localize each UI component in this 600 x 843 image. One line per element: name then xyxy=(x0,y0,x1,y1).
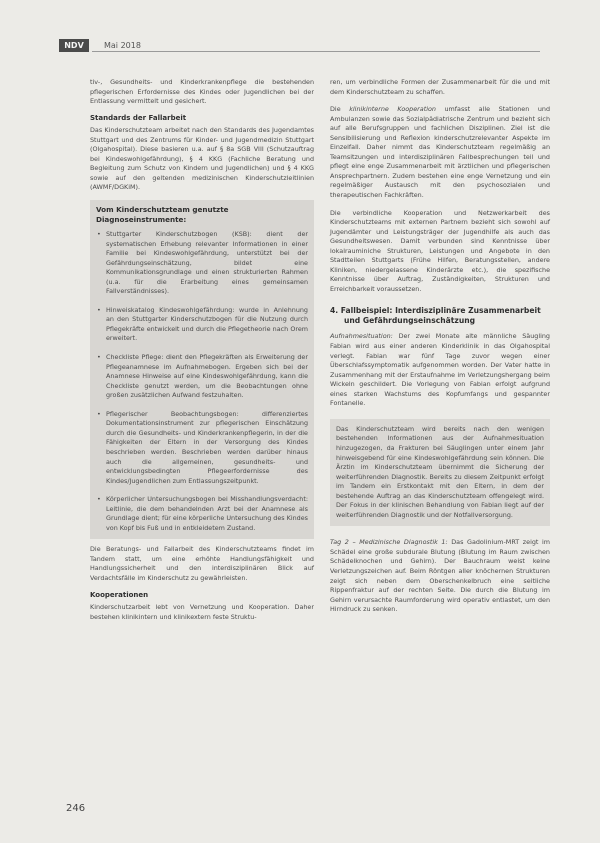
list-item: • Hinweiskatalog Kindeswohlgefährdung: wurde in Anlehnung an den Stuttgarter Kinderschutzbogen für die Nutzung durch Pflegekräfte entwickelt und durch die Pflegetheorie nach Orem erweitert. xyxy=(97,305,308,343)
intro-paragraph: tiv-, Gesundheits- und Kinderkrankenpflege die bestehenden pflegerischen Erfordernisse des Kindes oder Jugendlichen bei der Entlassung vermittelt und gesichert. xyxy=(90,78,314,106)
journal-badge: NDV xyxy=(59,39,89,52)
day2-diagnostics-paragraph: Tag 2 – Medizinische Diagnostik 1: Das Gadolinium-MRT zeigt im Schädel eine große subdurale Blutung (Blutung im Raum zwischen Schädelknochen und Gehirn). Der Bauchraum weist keine Verletzungszeichen auf. Beim Röntgen aller knöchernen Strukturen zeigt sich neben dem Oberschenkelbruch eine seitliche Rippenfraktur auf der rechten Seite. Die durch die Blutung im Gehirn verursachte Raumforderung wird operativ entlastet, um den Hirndruck zu senken. xyxy=(330,538,551,614)
case-section-heading: 4. Fallbeispiel: Interdisziplinäre Zusammenarbeit und Gefährdungseinschätzung xyxy=(330,306,541,326)
bullet-icon: • xyxy=(97,230,101,239)
bullet-icon: • xyxy=(97,409,101,418)
cooperation-heading: Kooperationen xyxy=(90,590,149,599)
internal-cooperation-paragraph: Die klinikinterne Kooperation umfasst alle Stationen und Ambulanzen sowie das Sozialpädiatrische Zentrum und bezieht sich auf alle Berufsgruppen und fachlichen Disziplinen. Ziel ist die Sensibilisierung und Reflexion kinderschutzrelevanter Aspekte im Einzelfall. Daher nimmt das Kinderschutzteam regelmäßig an Teamsitzungen und interdisziplinären Fallbesprechungen teil und pflegt eine enge Zusammenarbeit mit ärztlichen und pflegerischen Ansprechpartnern. Zudem bestehen eine enge Vernetzung und ein regelmäßiger Austausch mit den psychosozialen und therapeutischen Fachkräften. xyxy=(330,105,550,200)
bullet-icon: • xyxy=(97,495,101,504)
cooperation-paragraph: Kinderschutzarbeit lebt von Vernetzung und Kooperation. Daher bestehen klinikintern und klinikextern feste Struktu- xyxy=(90,603,314,621)
right-column xyxy=(330,78,550,615)
bullet-icon: • xyxy=(97,353,101,362)
diagnostic-instruments-box xyxy=(90,200,314,539)
list-item: • Stuttgarter Kinderschutzbogen (KSB): dient der systematischen Erhebung relevanter Informationen in einer Familie bei Kindeswohlgefährdung, unterstützt bei der Gefährdungseinschätzung, bildet eine Kommunikationsgrundlage und einen strukturierten Rahmen (u.a. für die Erarbeitung eines gemeinsamen Fallverständnisses). xyxy=(97,230,308,296)
continuation-paragraph: ren, um verbindliche Formen der Zusammenarbeit für die und mit dem Kinderschutzteam zu schaffen. xyxy=(330,78,550,96)
page-number: 246 xyxy=(66,803,86,814)
tandem-paragraph: Die Beratungs- und Fallarbeit des Kinderschutzteams findet im Tandem statt, um eine erhöhte Handlungsfähigkeit und Handlungssicherheit und den interdisziplinären Blick auf Verdachtsfälle im Kinderschutz zu gewährleisten. xyxy=(90,545,314,582)
instrument-list xyxy=(96,230,308,533)
list-item: • Pflegerischer Beobachtungsbogen: differenziertes Dokumentationsinstrument zur pflegerischen Einschätzung durch die Gesundheits- und Kinderkrankenpflegerin, in der die Fähigkeiten der Eltern in der Versorgung des Kindes beschrieben werden. Beschrieben werden darüber hinaus auch die allgemeinen, gesundheits- und entwicklungsbedingten Pflegeerfordernisse des Kindes/Jugendlichen zum Entlassungszeitpunkt. xyxy=(97,409,308,485)
issue-date: Mai 2018 xyxy=(104,41,141,50)
case-info-box xyxy=(330,419,550,526)
admission-paragraph: Aufnahmesituation: Der zwei Monate alte männliche Säugling Fabian wird aus einer anderen Kinderklinik in das Olgahospital verlegt. Fabian war fünf Tage zuvor wegen einer Überschlafssymptomatik aufgenommen worden. Der Vater hatte in Zusammenhang mit der Erstaufnahme im Verletzungshergang beim Wickeln geschildert. Die Vorlegung von Fabian erfolgt aufgrund eines starken Wachstums des Kopfumfangs und gespannter Fontanelle. xyxy=(330,332,550,408)
box-title: Vom Kinderschutzteam genutzte Diagnoseinstrumente: xyxy=(96,205,229,225)
standards-heading: Standards der Fallarbeit xyxy=(90,113,187,122)
list-item: • Körperlicher Untersuchungsbogen bei Misshandlungsverdacht: Leitlinie, die dem behandelnden Arzt bei der Anamnese als Grundlage dient; für eine körperliche Untersuchung des Kindes von Kopf bis Fuß und in entkleidetem Zustand. xyxy=(97,495,308,532)
header-rule xyxy=(92,51,540,52)
left-column xyxy=(90,78,314,622)
standards-paragraph: Das Kinderschutzteam arbeitet nach den Standards des Jugendamtes Stuttgart und des Zentrums für Kinder- und Jugendmedizin Stuttgart (Olgahospital). Diese basieren u.a. auf § 8a SGB VIII (Schutzauftrag bei Kindeswohlgefährdung), § 4 KKG (Fachliche Beratung und Begleitung zum Schutz von Kindern und Jugendlichen) und § 4 KKG sowie auf den geltenden medizinischen Kinderschutzleitlinien (AWMF/DGKiM). xyxy=(90,126,314,192)
list-item: • Checkliste Pflege: dient den Pflegekräften als Erweiterung der Pflegeanamnese im Aufnahmebogen. Ergeben sich bei der Anamnese Hinweise auf eine Kindeswohlgefährdung, kann die Checkliste genutzt werden, um die Beobachtungen ohne großen zusätzlichen Aufwand festzuhalten. xyxy=(97,353,308,400)
bullet-icon: • xyxy=(97,305,101,314)
external-cooperation-paragraph: Die verbindliche Kooperation und Netzwerkarbeit des Kinderschutzteams mit externen Partnern bezieht sich sowohl auf Jugendämter und Leistungsträger der Jugendhilfe als auch das Gesundheitswesen. Damit verbunden sind Kenntnisse über lokalrauminiche Strukturen, Leistungen und Angebote in den Stadtteilen Stuttgarts (Frühe Hilfen, Beratungsstellen, andere Kliniken, niedergelassene Kinderärzte etc.), die spezifische Kenntnisse über Auftrag, Zuständigkeiten, Strukturen und Erreichbarkeit voraussetzen. xyxy=(330,208,550,293)
case-box-text: Das Kinderschutzteam wird bereits nach den wenigen bestehenden Informationen aus der Aufnahmesituation hinzugezogen, da Frakturen bei Säuglingen unter einem Jahr hinweisgebend für eine Kindeswohlgefährdung sein können. Die Ärztin im Kinderschutzteam übernimmt die Sicherung der weiterführenden Diagnostik. Bereits zu diesem Zeitpunkt erfolgt im Tandem ein Erstkontakt mit den Eltern, in dem der bestehende Auftrag an das Kinderschutzteam offengelegt wird. Der Fokus in der klinischen Behandlung von Fabian liegt auf der weiterführenden Diagnostik und der Notfallversorgung. xyxy=(336,424,544,519)
